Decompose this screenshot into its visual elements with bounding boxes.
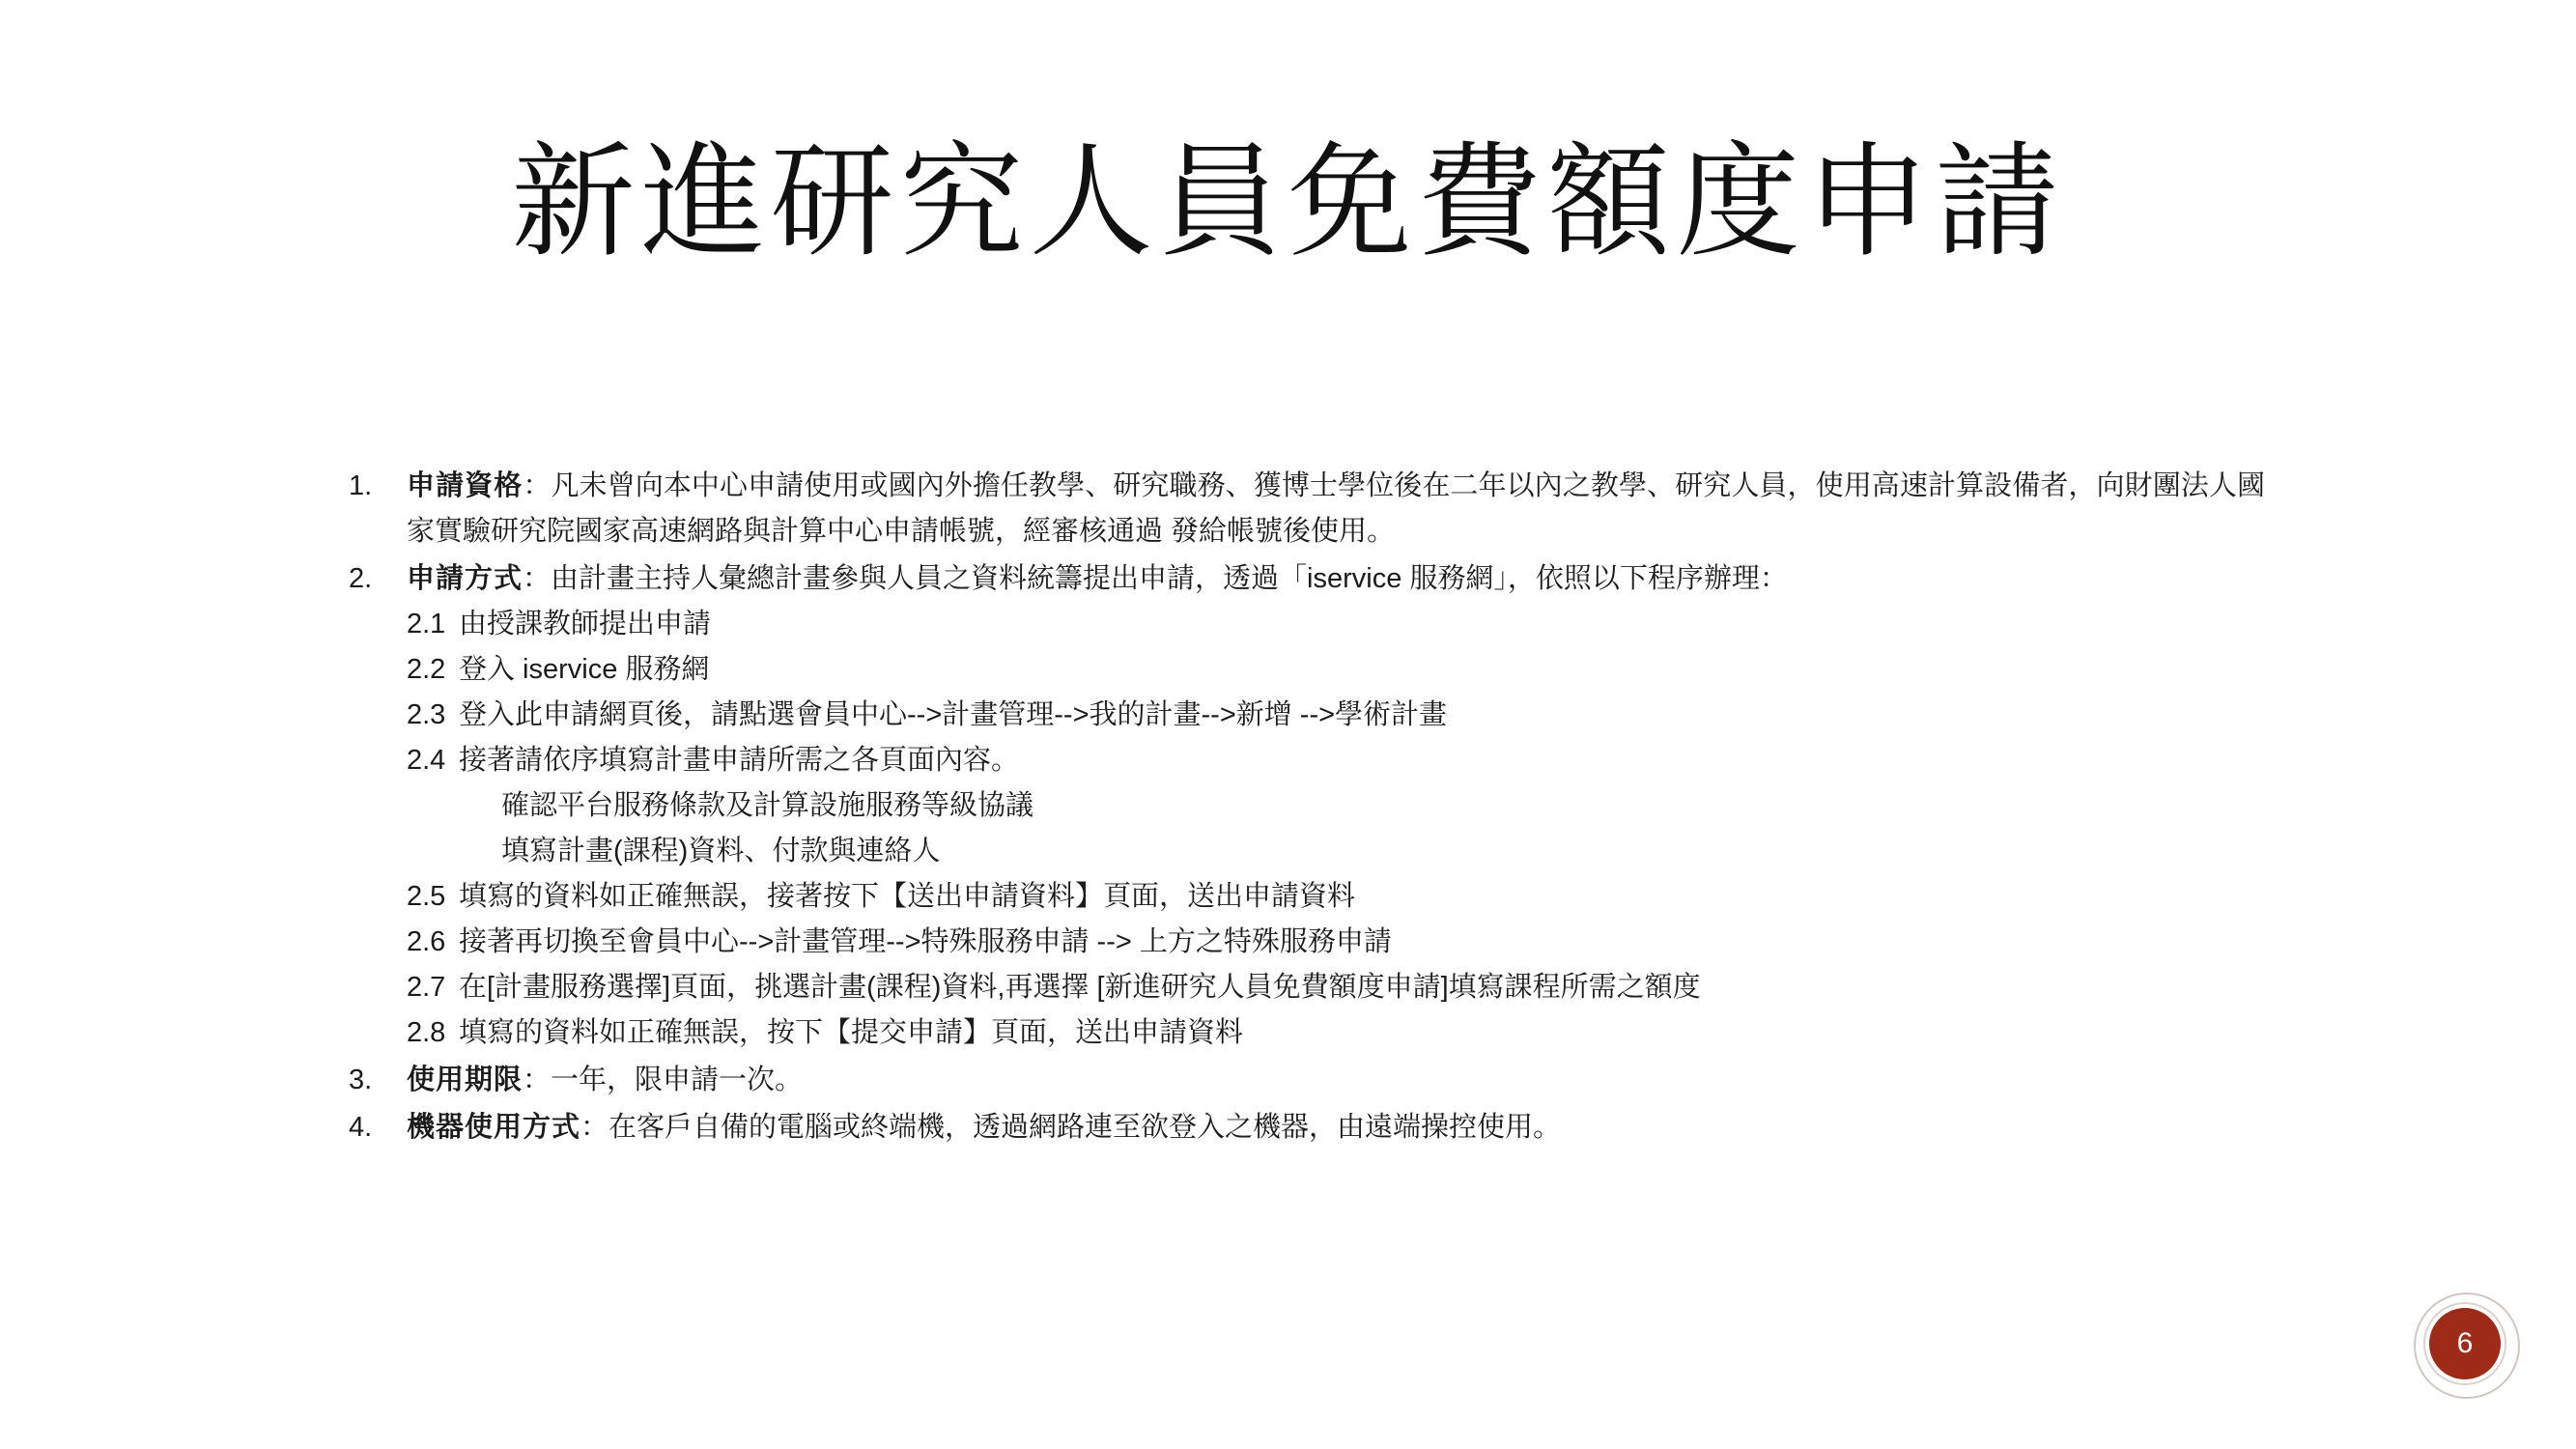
slide-body [343, 464, 2265, 1152]
sub-item-label: 接著請依序填寫計畫申請所需之各頁面內容。 [459, 744, 1020, 776]
sub-item-label: 接著再切換至會員中心-->計畫管理-->特殊服務申請 --> 上方之特殊服務申請 [459, 925, 1392, 957]
item-body: ：由計畫主持人彙總計畫參與人員之資料統籌提出申請，透過「iservice 服務網」，依照以下程序辦理： [523, 562, 1788, 594]
item-lead: 機器使用方式 [407, 1111, 581, 1143]
item-lead: 申請資格 [407, 470, 524, 501]
item-body: ：一年，限申請一次。 [523, 1064, 804, 1095]
sub-item-label: 登入此申請網頁後，請點選會員中心-->計畫管理-->我的計畫-->新增 -->學術計畫 [459, 698, 1448, 730]
sub-item-label: 登入 iservice 服務網 [459, 653, 710, 685]
list-item [407, 874, 2265, 920]
sub-item-number: 2.6 [407, 925, 446, 957]
item-text [407, 1058, 2265, 1103]
item-text [407, 556, 2265, 602]
page-title: 新進研究人員免費額度申請 [511, 130, 2065, 274]
sub-item-label: 由授課教師提出申請 [459, 608, 712, 639]
sub-step-list-a [407, 602, 2265, 783]
sub-item-number: 2.4 [407, 744, 446, 776]
sub-item-label: 填寫的資料如正確無誤，接著按下【送出申請資料】頁面，送出申請資料 [459, 880, 1356, 912]
sub-step-list-b [407, 874, 2265, 1056]
page-number-label: 6 [2456, 1327, 2474, 1359]
sub-item-number: 2.7 [407, 971, 446, 1003]
list-item [407, 965, 2265, 1010]
main-numbered-list [343, 464, 2265, 1151]
list-item [407, 738, 2265, 783]
list-item-application-eligibility [343, 464, 2265, 554]
list-item [407, 693, 2265, 738]
sub-item-number: 2.2 [407, 653, 446, 685]
item-text [407, 1105, 2265, 1151]
sub-item-label: 在[計畫服務選擇]頁面，挑選計畫(課程)資料,再選擇 [新進研究人員免費額度申請]填寫課程所需之額度 [459, 971, 1701, 1003]
list-item [407, 1010, 2265, 1056]
list-item [407, 647, 2265, 693]
sub-item-number: 2.3 [407, 698, 446, 730]
sub-item-label: 填寫的資料如正確無誤，按下【提交申請】頁面，送出申請資料 [459, 1016, 1244, 1048]
list-item [407, 602, 2265, 647]
item-lead: 申請方式 [407, 562, 524, 594]
list-item: 確認平台服務條款及計算設施服務等級協議 [501, 789, 1034, 821]
sub-note-list [407, 783, 2265, 874]
list-item-usage-period [343, 1058, 2265, 1103]
page-number-badge [2429, 1308, 2501, 1379]
item-body: ：在客戶自備的電腦或終端機，透過網路連至欲登入之機器，由遠端操控使用。 [580, 1111, 1562, 1143]
list-item: 填寫計畫(課程)資料、付款與連絡人 [501, 835, 941, 867]
list-item-machine-usage [343, 1105, 2265, 1151]
sub-item-number: 2.1 [407, 608, 446, 639]
item-body: ：凡未曾向本中心申請使用或國內外擔任教學、研究職務、獲博士學位後在二年以內之教學、研究人員，使用高速計算設備者，向財團法人國家實驗研究院國家高速網路與計算中心申請帳號，經審核通過 發給帳號後使用。 [407, 470, 2265, 547]
sub-item-number: 2.8 [407, 1016, 446, 1048]
item-lead: 使用期限 [407, 1064, 524, 1095]
sub-item-number: 2.5 [407, 880, 446, 912]
list-item-application-method [343, 556, 2265, 1056]
item-text [407, 464, 2265, 554]
list-item [407, 920, 2265, 965]
